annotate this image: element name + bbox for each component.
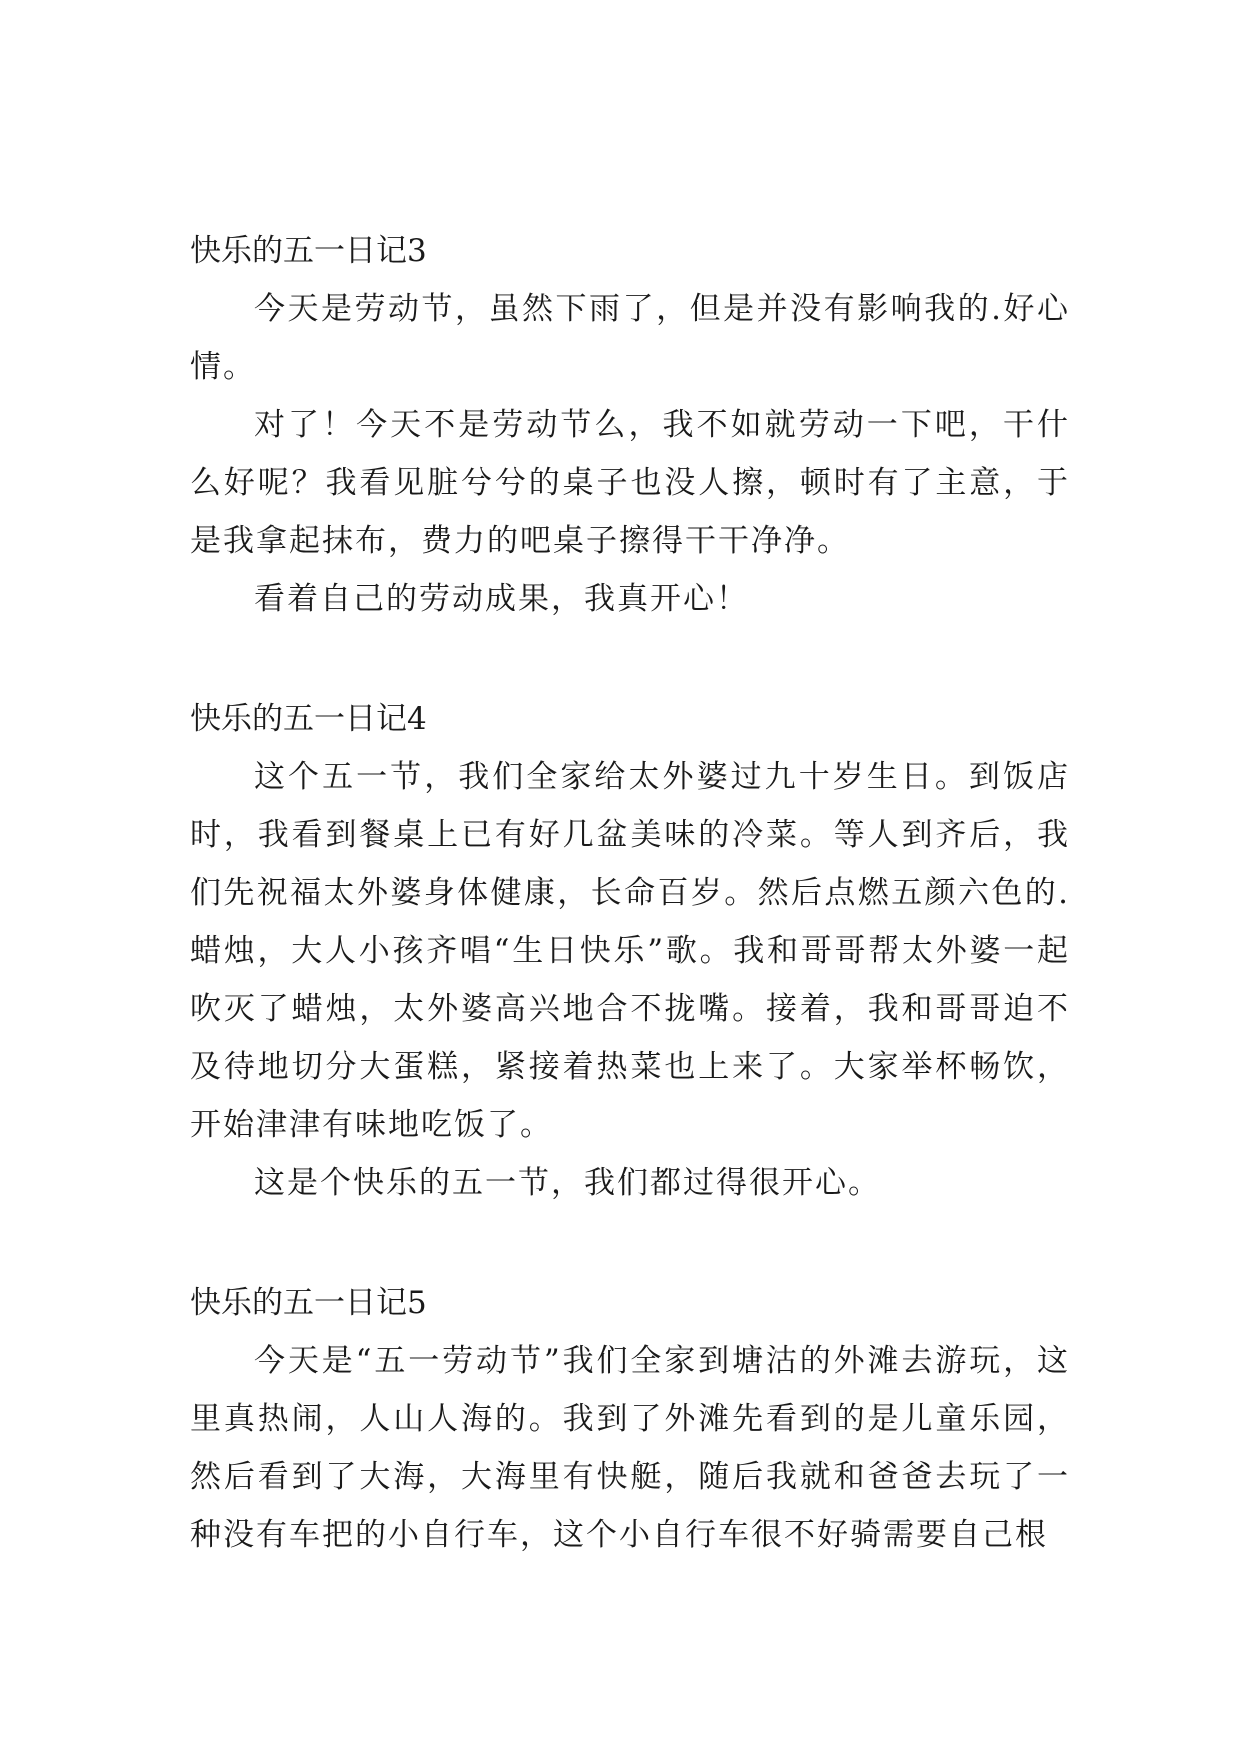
diary-entry-4 — [190, 690, 1070, 1212]
paragraph: 今天是“五一劳动节”我们全家到塘沽的外滩去游玩，这里真热闹，人山人海的。我到了外滩先看到的是儿童乐园，然后看到了大海，大海里有快艇，随后我就和爸爸去玩了一种没有车把的小自行车，这个小自行车很不好骑需要自己根 — [190, 1343, 1070, 1553]
paragraph: 这是个快乐的五一节，我们都过得很开心。 — [254, 1165, 881, 1201]
diary-entry-5 — [190, 1274, 1070, 1564]
document-body — [190, 222, 1070, 1564]
entry-title: 快乐的五一日记5 — [190, 1285, 427, 1321]
entry-title: 快乐的五一日记4 — [190, 701, 427, 737]
entry-title: 快乐的五一日记3 — [190, 233, 427, 269]
paragraph: 看着自己的劳动成果，我真开心！ — [254, 581, 749, 617]
paragraph: 今天是劳动节，虽然下雨了，但是并没有影响我的.好心情。 — [190, 291, 1070, 385]
paragraph: 对了！今天不是劳动节么，我不如就劳动一下吧，干什么好呢？我看见脏兮兮的桌子也没人擦，顿时有了主意，于是我拿起抹布，费力的吧桌子擦得干干净净。 — [190, 407, 1070, 559]
paragraph: 这个五一节，我们全家给太外婆过九十岁生日。到饭店时，我看到餐桌上已有好几盆美味的冷菜。等人到齐后，我们先祝福太外婆身体健康，长命百岁。然后点燃五颜六色的.蜡烛，大人小孩齐唱“生日快乐”歌。我和哥哥帮太外婆一起吹灭了蜡烛，太外婆高兴地合不拢嘴。接着，我和哥哥迫不及待地切分大蛋糕，紧接着热菜也上来了。大家举杯畅饮，开始津津有味地吃饭了。 — [190, 759, 1070, 1143]
diary-entry-3 — [190, 222, 1070, 628]
